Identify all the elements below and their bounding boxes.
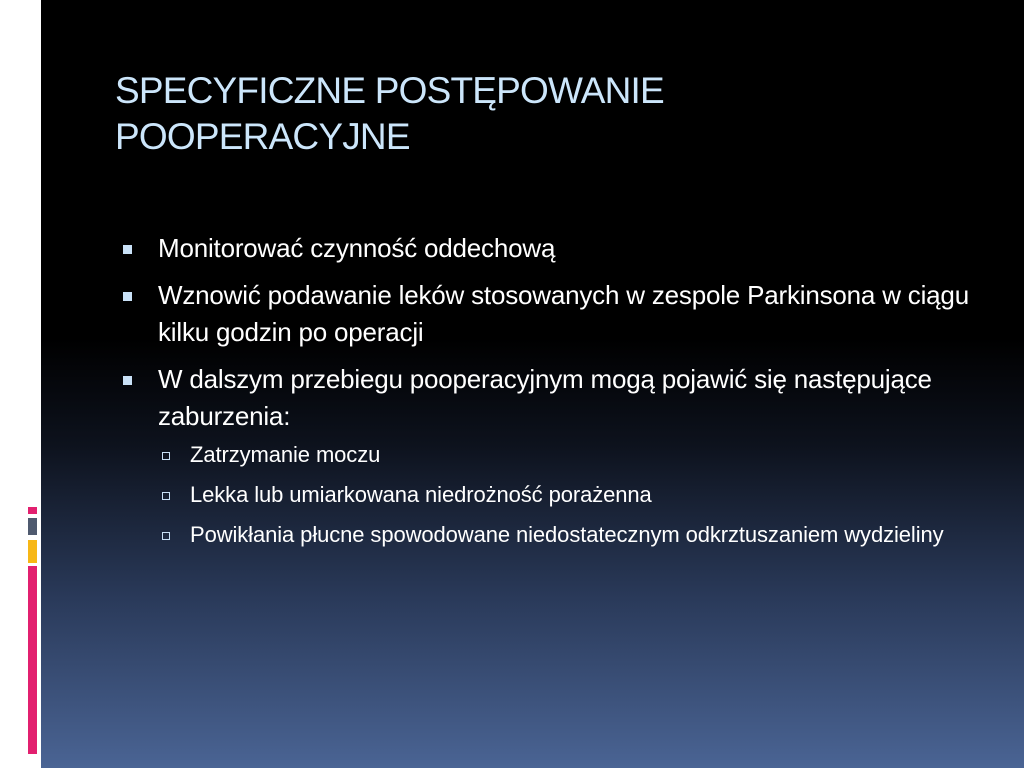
sub-bullet-text: Powikłania płucne spowodowane niedostatecznym odkrztuszaniem wydzieliny [190,522,944,547]
square-bullet-icon [123,376,132,385]
bullet-list [115,230,975,561]
bullet-text: Wznowić podawanie leków stosowanych w zespole Parkinsona w ciągu kilku godzin po operacji [158,280,969,347]
bullet-text: W dalszym przebiegu pooperacyjnym mogą pojawić się następujące zaburzenia: [158,364,932,431]
accent-bar-yellow [28,540,37,563]
bullet-item [115,277,975,351]
sub-bullet-text: Zatrzymanie moczu [190,442,381,467]
sub-bullet-item [154,479,975,511]
bullet-item [115,361,975,551]
hollow-square-bullet-icon [162,492,170,500]
square-bullet-icon [123,292,132,301]
slide-title: SPECYFICZNE POSTĘPOWANIE POOPERACYJNE [115,70,664,157]
accent-bar-gray [28,518,37,535]
hollow-square-bullet-icon [162,532,170,540]
hollow-square-bullet-icon [162,452,170,460]
sub-bullet-item [154,519,975,551]
sub-bullet-list [154,439,975,551]
sub-bullet-text: Lekka lub umiarkowana niedrożność porażenna [190,482,652,507]
square-bullet-icon [123,245,132,254]
accent-bar-pink-small [28,507,37,514]
sub-bullet-item [154,439,975,471]
bullet-text: Monitorować czynność oddechową [158,233,556,263]
bullet-item [115,230,975,267]
accent-bar-pink-long [28,566,37,754]
